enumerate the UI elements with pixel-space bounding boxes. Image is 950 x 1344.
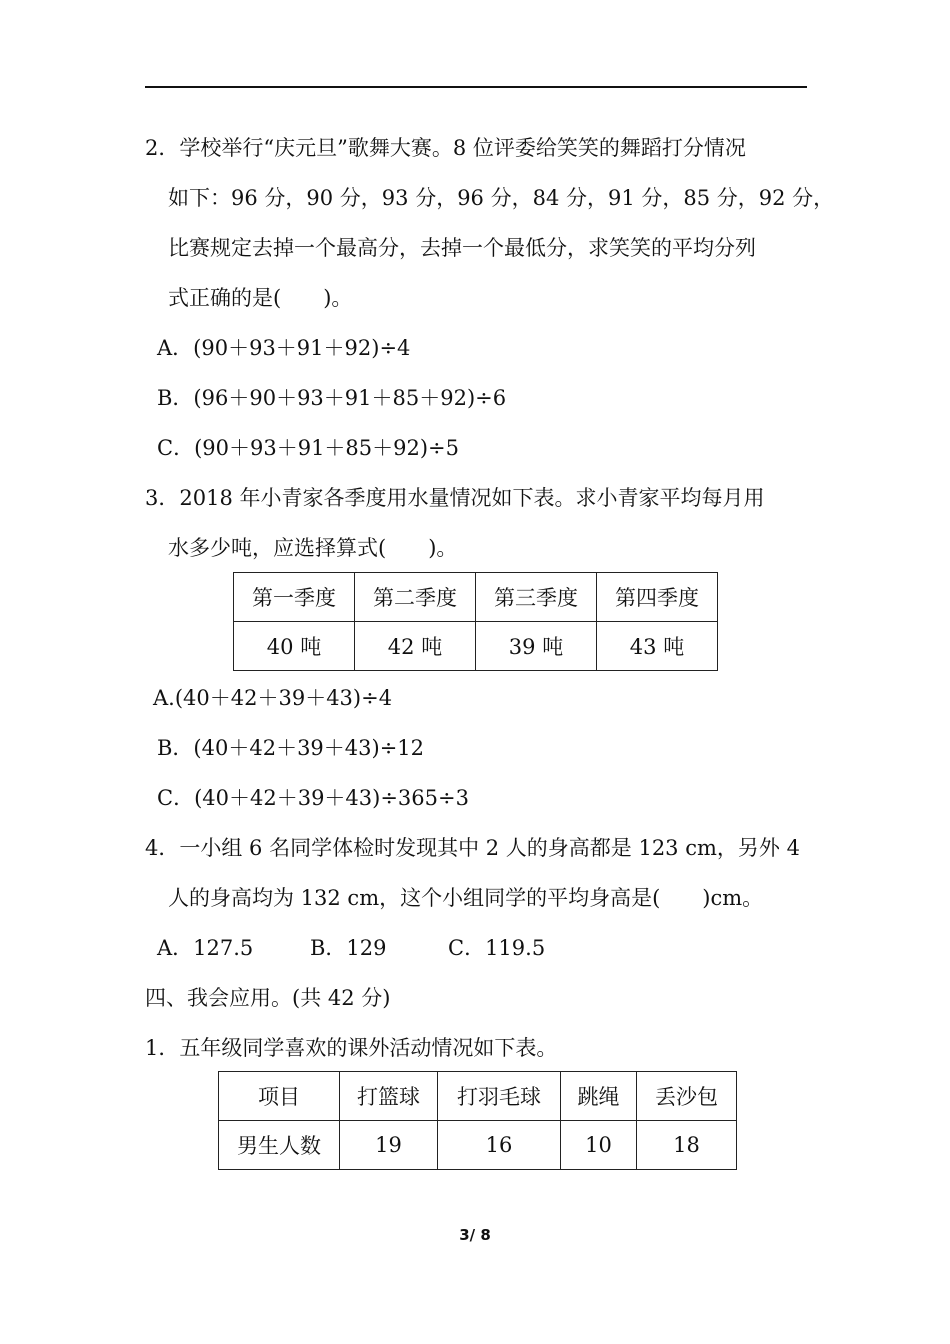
table-cell: 18 (637, 1121, 737, 1170)
page-number: 3/ 8 (459, 1226, 491, 1244)
header-rule (145, 86, 807, 88)
table-header-row (234, 573, 718, 622)
table-header-cell: 丢沙包 (637, 1072, 737, 1121)
table-header-cell: 打羽毛球 (438, 1072, 561, 1121)
s4-q1-line: 1．五年级同学喜欢的课外活动情况如下表。 (145, 1036, 558, 1060)
table-header-cell: 项目 (219, 1072, 340, 1121)
q2-line-4: 式正确的是( )。 (168, 286, 353, 310)
q2-option-a: A．(90＋93＋91＋92)÷4 (157, 336, 411, 360)
table-row (234, 622, 718, 671)
table-row (219, 1121, 737, 1170)
table-header-cell: 第三季度 (476, 573, 597, 622)
q3-line-1: 3．2018 年小青家各季度用水量情况如下表。求小青家平均每月用 (145, 486, 765, 510)
table-cell: 男生人数 (219, 1121, 340, 1170)
table-header-row (219, 1072, 737, 1121)
table-header-cell: 第一季度 (234, 573, 355, 622)
table-header-cell: 第四季度 (597, 573, 718, 622)
q2-line-3: 比赛规定去掉一个最高分，去掉一个最低分，求笑笑的平均分列 (168, 236, 756, 260)
table-cell: 43 吨 (597, 622, 718, 671)
q3-option-a: A.(40＋42＋39＋43)÷4 (153, 686, 393, 710)
q4-option-c: C．119.5 (448, 936, 546, 960)
q2-option-b: B．(96＋90＋93＋91＋85＋92)÷6 (157, 386, 507, 410)
activity-table (218, 1071, 737, 1170)
water-usage-table (233, 572, 718, 671)
q3-line-2: 水多少吨，应选择算式( )。 (168, 536, 458, 560)
q3-option-c: C．(40＋42＋39＋43)÷365÷3 (157, 786, 469, 810)
q4-line-2: 人的身高均为 132 cm，这个小组同学的平均身高是( )cm。 (168, 886, 764, 910)
q4-option-a: A．127.5 (157, 936, 254, 960)
table-cell: 16 (438, 1121, 561, 1170)
table-header-cell: 第二季度 (355, 573, 476, 622)
q2-line-2: 如下：96 分，90 分，93 分，96 分，84 分，91 分，85 分，92 分， (168, 186, 835, 210)
table-cell: 19 (340, 1121, 438, 1170)
q4-line-1: 4．一小组 6 名同学体检时发现其中 2 人的身高都是 123 cm，另外 4 (145, 836, 800, 860)
table-header-cell: 打篮球 (340, 1072, 438, 1121)
table-cell: 42 吨 (355, 622, 476, 671)
table-header-cell: 跳绳 (561, 1072, 637, 1121)
q2-option-c: C．(90＋93＋91＋85＋92)÷5 (157, 436, 460, 460)
table-cell: 40 吨 (234, 622, 355, 671)
q2-line-1: 2．学校举行“庆元旦”歌舞大赛。8 位评委给笑笑的舞蹈打分情况 (145, 136, 746, 160)
table-cell: 39 吨 (476, 622, 597, 671)
table-cell: 10 (561, 1121, 637, 1170)
q4-option-b: B．129 (310, 936, 387, 960)
q3-option-b: B．(40＋42＋39＋43)÷12 (157, 736, 425, 760)
section-title: 四、我会应用。(共 42 分) (145, 986, 391, 1010)
